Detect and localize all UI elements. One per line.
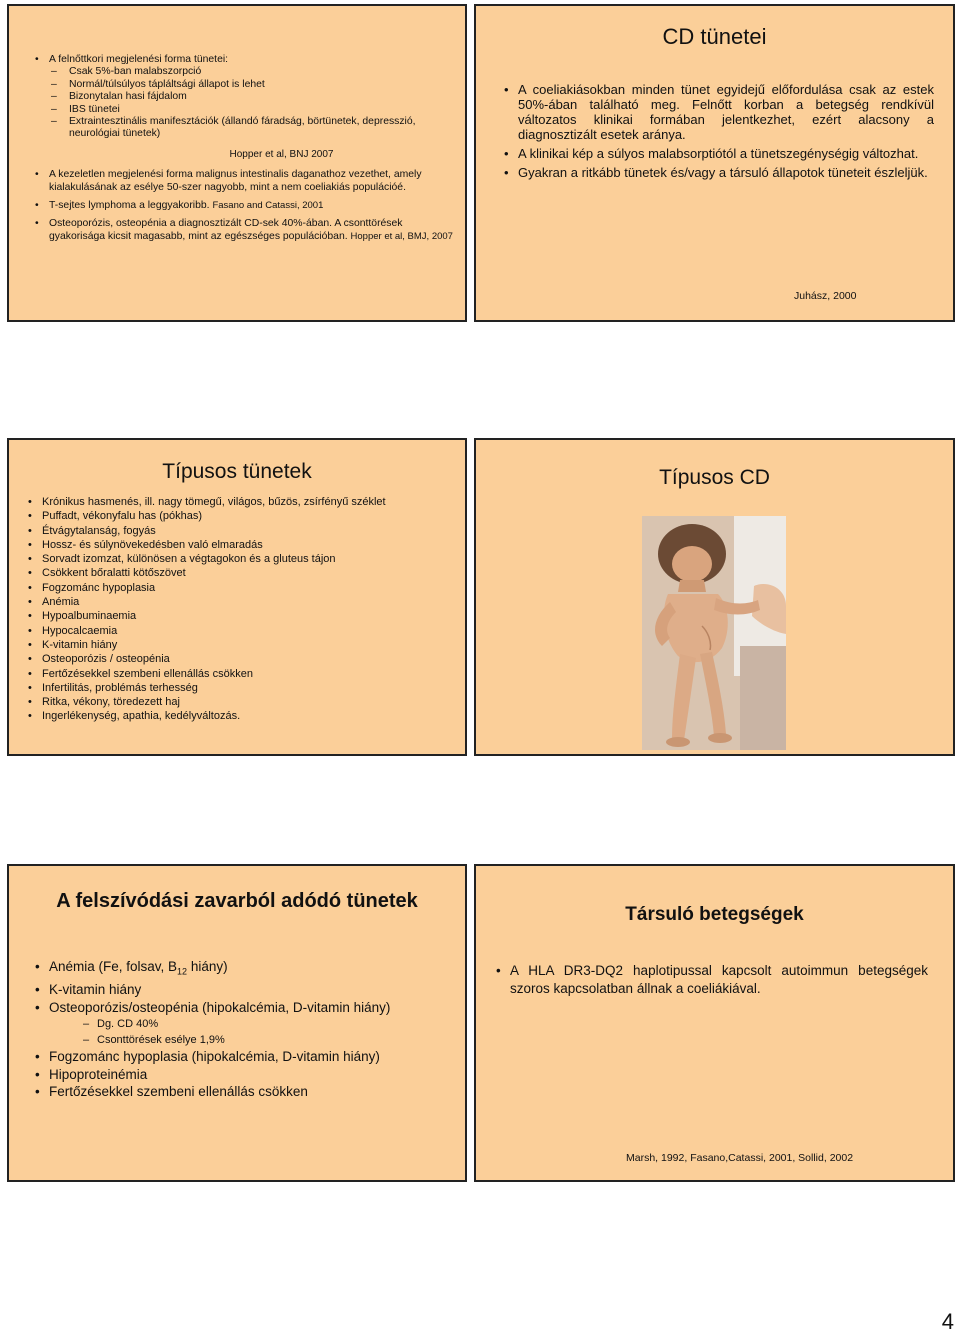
item-text: Extraintesztinális manifesztációk (állandó fáradság, börtünetek, depresszió, neurológiai tünetek) (69, 116, 416, 140)
item-text: T-sejtes lymphoma a leggyakoribb. (49, 200, 210, 212)
inline-citation: Hopper et al, BMJ, 2007 (350, 230, 453, 242)
list-item: • Étvágytalanság, fogyás (42, 524, 447, 538)
list-item (69, 91, 454, 103)
child-photo-illustration (642, 516, 786, 750)
list-item (69, 104, 454, 116)
list-item (69, 116, 454, 141)
list-item: • Fogzománc hypoplasia (hipokalcémia, D-vitamin hiány) (49, 1048, 429, 1066)
list-item: • K-vitamin hiány (42, 638, 447, 652)
item-text: IBS tünetei (69, 103, 120, 115)
list-item (49, 169, 454, 194)
list-item: • A klinikai kép a súlyos malabsorptiótól a tünetszegénységig változhat. (518, 146, 934, 161)
list-item: • A coeliakiásokban minden tünet egyidejű előfordulása csak az estek 50%-ában található meg. Felnőtt korban a betegség rendkívül változatos klinikai formában jelentkezhet, ezért alacsony a diagnosztizált esetek aránya. (518, 82, 934, 142)
list-item: • Infertilitás, problémás terhesség (42, 681, 447, 695)
subscript: 12 (177, 966, 188, 977)
item-text: Bizonytalan hasi fájdalom (69, 91, 187, 103)
list-item: – Csonttörések esélye 1,9% (97, 1032, 429, 1048)
list-item: • Osteoporózis / osteopénia (42, 652, 447, 666)
list-item (69, 66, 454, 78)
spacer (49, 161, 454, 169)
slide6-list (510, 962, 928, 997)
slide-cd-symptoms (474, 4, 955, 322)
item-text: hiány) (187, 959, 228, 974)
slide-title: Típusos CD (659, 466, 770, 489)
slide-title: CD tünetei (662, 24, 767, 49)
inline-citation: Fasano and Catassi, 2001 (212, 200, 324, 212)
slide-title: Típusos tünetek (162, 460, 312, 483)
list-item: • K-vitamin hiány (49, 981, 429, 999)
citation: Juhász, 2000 (794, 290, 857, 302)
list-item: • Ingerlékenység, apathia, kedélyváltozás. (42, 709, 447, 723)
slide-title: Társuló betegségek (625, 904, 804, 925)
slide2-list (518, 82, 934, 184)
item-text: A kezeletlen megjelenési forma malignus intestinalis daganathoz vezethet, amely kialakulásának az esélye 50-szer nagyobb, mint a nem coeliakiás populációé. (49, 169, 422, 193)
slide-adult-symptoms (7, 4, 467, 322)
slide-malabsorption-symptoms (7, 864, 467, 1182)
list-item: • Anémia (42, 595, 447, 609)
list-item: • Hossz- és súlynövekedésben való elmaradás (42, 538, 447, 552)
item-text: Anémia (Fe, folsav, B (49, 959, 178, 974)
item-text: Osteoporózis, osteopénia a diagnosztizált CD-sek 40%-ában. A csonttörések gyakorisága kicsit magasabb, mint az egészséges populációban. (49, 218, 403, 242)
list-item: • Fogzománc hypoplasia (42, 581, 447, 595)
list-item: • Puffadt, vékonyfalu has (pókhas) (42, 509, 447, 523)
list-item: • Hypocalcaemia (42, 624, 447, 638)
list-item: • Ritka, vékony, töredezett haj (42, 695, 447, 709)
list-item: • Gyakran a ritkább tünetek és/vagy a társuló állapotok tüneteit észleljük. (518, 165, 934, 180)
page-number: 4 (941, 1309, 954, 1334)
list-item: • Fertőzésekkel szembeni ellenállás csökken (49, 1083, 429, 1101)
citation (109, 149, 454, 161)
list-item: • Csökkent bőralatti kötőszövet (42, 566, 447, 580)
list-item: • Osteoporózis/osteopénia (hipokalcémia, D-vitamin hiány) (49, 999, 429, 1017)
list-item: • Fertőzésekkel szembeni ellenállás csökken (42, 667, 447, 681)
list-item (49, 200, 454, 212)
citation: Marsh, 1992, Fasano,Catassi, 2001, Sollid, 2002 (626, 1152, 854, 1164)
list-item: • Krónikus hasmenés, ill. nagy tömegű, világos, bűzös, zsírfényű széklet (42, 495, 447, 509)
item-text: A felnőttkori megjelenési forma tünetei: (49, 54, 229, 65)
slide1-list (49, 54, 454, 243)
item-text: Normál/túlsúlyos tápláltsági állapot is lehet (69, 78, 265, 90)
item-text: Csak 5%-ban malabszorpció (69, 66, 202, 78)
list-item (49, 54, 454, 66)
list-item (49, 218, 454, 243)
list-item (49, 958, 429, 981)
citation-text: Hopper et al, BNJ 2007 (229, 148, 334, 160)
list-item: • A HLA DR3-DQ2 haplotipussal kapcsolt autoimmun betegségek szoros kapcsolatban állnak a coeliákiával. (510, 962, 928, 997)
list-item: • Hypoalbuminaemia (42, 609, 447, 623)
slide3-list (42, 495, 447, 724)
list-item: • Hipoproteinémia (49, 1066, 429, 1084)
slide-typical-symptoms (7, 438, 467, 756)
slide-typical-cd-photo (474, 438, 955, 756)
slide-associated-diseases (474, 864, 955, 1182)
list-item (69, 79, 454, 91)
list-item: • Sorvadt izomzat, különösen a végtagokon és a gluteus tájon (42, 552, 447, 566)
list-item: – Dg. CD 40% (97, 1016, 429, 1032)
slide5-list (49, 958, 429, 1101)
child-photo (642, 516, 786, 750)
slide-title: A felszívódási zavarból adódó tünetek (56, 890, 418, 912)
